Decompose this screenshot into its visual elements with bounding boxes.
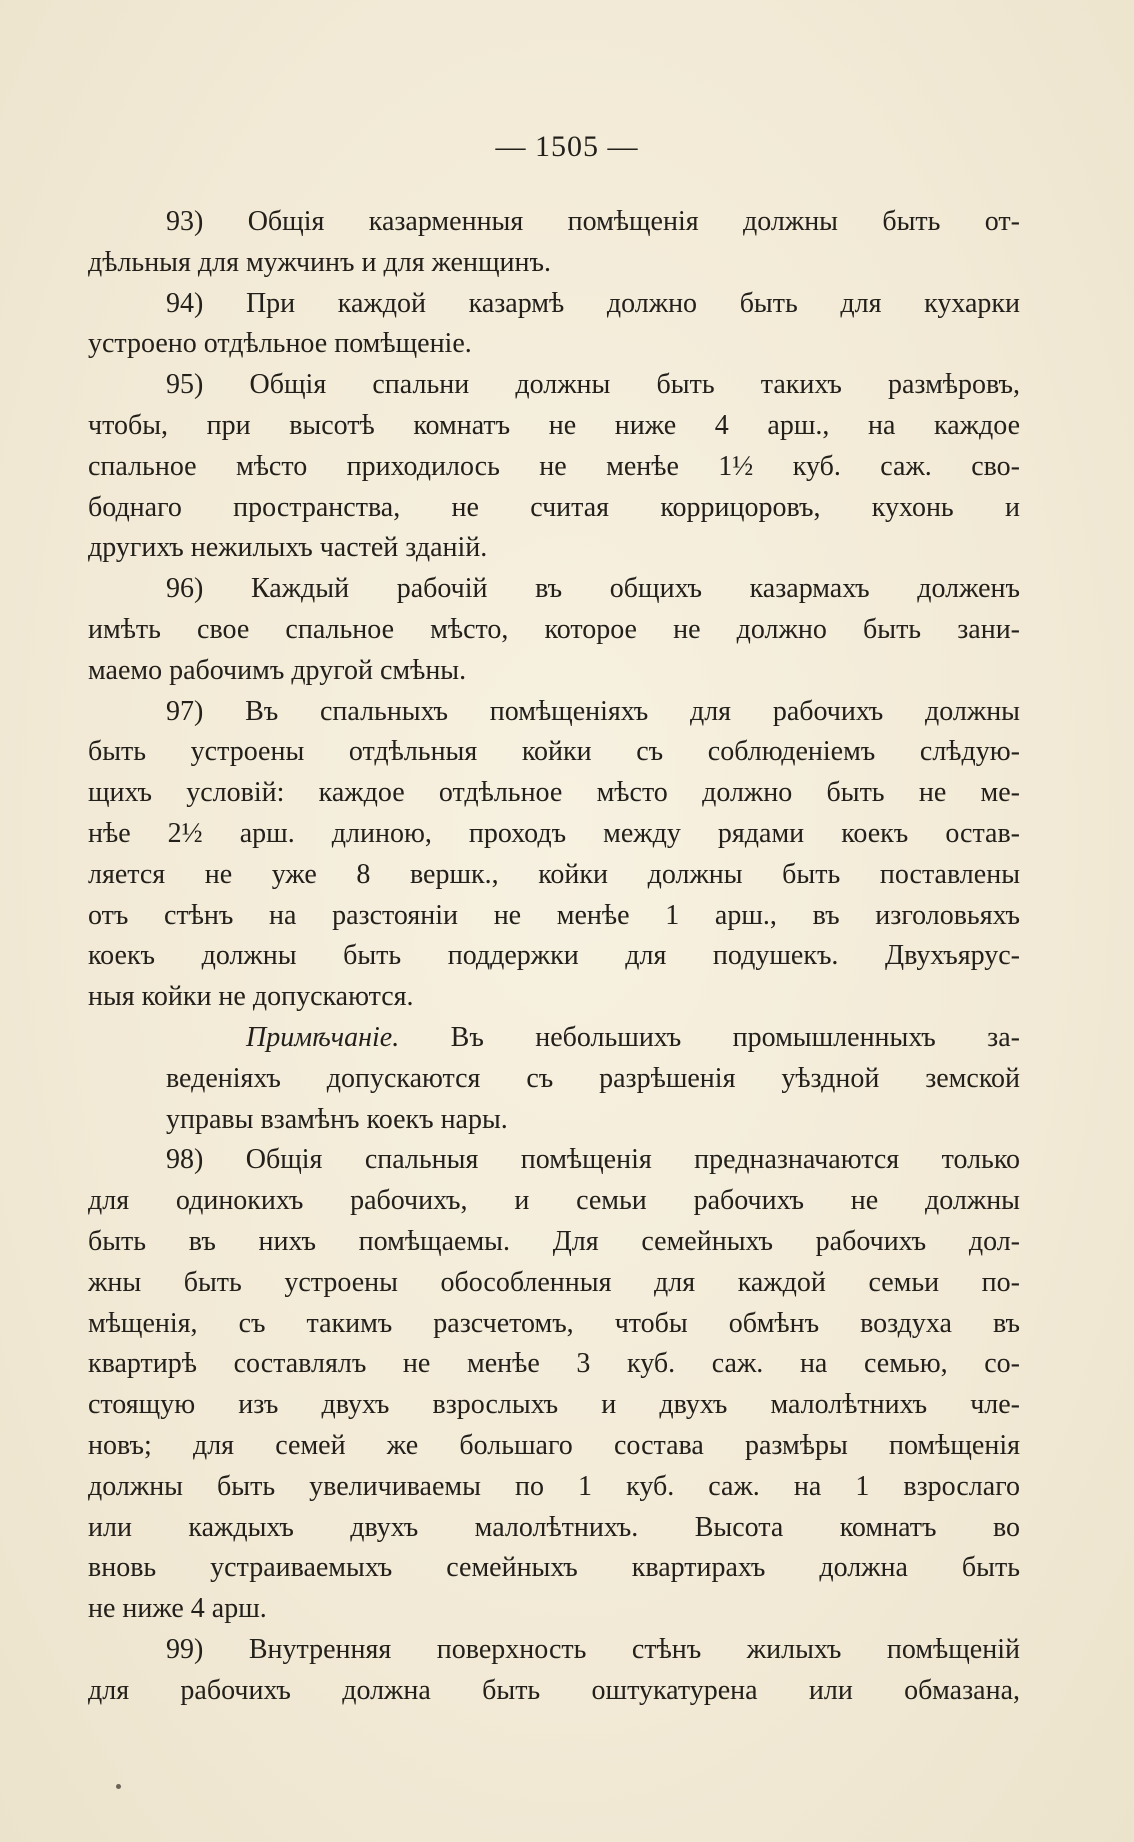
text-line: Примѣчаніе. Въ небольшихъ промышленныхъ за- xyxy=(246,1021,1020,1053)
text-line: должны быть увеличиваемы по 1 куб. саж. на 1 взрослаго xyxy=(88,1470,1020,1502)
text-line: или каждыхъ двухъ малолѣтнихъ. Высота комнатъ во xyxy=(88,1511,1020,1543)
text-line: устроено отдѣльное помѣщеніе. xyxy=(88,328,472,360)
text-line: вновь устраиваемыхъ семейныхъ квартирахъ должна быть xyxy=(88,1552,1020,1584)
text-line: квартирѣ составлялъ не менѣе 3 куб. саж. на семью, со- xyxy=(88,1348,1020,1380)
text-line: нѣе 2½ арш. длиною, проходъ между рядами коекъ остав- xyxy=(88,817,1020,849)
text-line: для одинокихъ рабочихъ, и семьи рабочихъ не должны xyxy=(88,1185,1020,1217)
text-line: мѣщенія, съ такимъ разсчетомъ, чтобы обмѣнъ воздуха въ xyxy=(88,1307,1020,1339)
text-line: спальное мѣсто приходилось не менѣе 1½ куб. саж. сво- xyxy=(88,450,1020,482)
text-line: жны быть устроены обособленныя для каждой семьи по- xyxy=(88,1266,1020,1298)
text-line: чтобы, при высотѣ комнатъ не ниже 4 арш., на каждое xyxy=(88,409,1020,441)
text-line: не ниже 4 арш. xyxy=(88,1593,267,1625)
text-line: 96) Каждый рабочій въ общихъ казармахъ долженъ xyxy=(166,573,1020,605)
text-line: ляется не уже 8 вершк., койки должны быть поставлены xyxy=(88,858,1020,890)
text-line: управы взамѣнъ коекъ нары. xyxy=(166,1103,508,1135)
text-line: 98) Общія спальныя помѣщенія предназначаются только xyxy=(166,1144,1020,1176)
text-line: стоящую изъ двухъ взрослыхъ и двухъ малолѣтнихъ чле- xyxy=(88,1389,1020,1421)
body-text xyxy=(88,202,1020,1711)
text-line: ныя койки не допускаются. xyxy=(88,981,414,1013)
note-label: Примѣчаніе. xyxy=(246,1021,400,1053)
text-line: щихъ условій: каждое отдѣльное мѣсто должно быть не ме- xyxy=(88,777,1020,809)
text-line: имѣть свое спальное мѣсто, которое не должно быть зани- xyxy=(88,613,1020,645)
text-line: дѣльныя для мужчинъ и для женщинъ. xyxy=(88,246,551,278)
text-line: коекъ должны быть поддержки для подушекъ. Двухъярус- xyxy=(88,940,1020,972)
text-line: другихъ нежилыхъ частей зданій. xyxy=(88,532,488,564)
text-line: веденіяхъ допускаются съ разрѣшенія уѣздной земской xyxy=(166,1062,1020,1094)
text-line: быть устроены отдѣльныя койки съ соблюденіемъ слѣдую- xyxy=(88,736,1020,768)
paper-speck xyxy=(116,1784,121,1789)
text-line: 97) Въ спальныхъ помѣщеніяхъ для рабочихъ должны xyxy=(166,695,1020,727)
text-line: 94) При каждой казармѣ должно быть для кухарки xyxy=(166,287,1020,319)
text-line: боднаго пространства, не считая коррицоровъ, кухонь и xyxy=(88,491,1020,523)
text-line: новъ; для семей же большаго состава размѣры помѣщенія xyxy=(88,1429,1020,1461)
text-line: 93) Общія казарменныя помѣщенія должны быть от- xyxy=(166,206,1020,237)
text-line: маемо рабочимъ другой смѣны. xyxy=(88,654,467,686)
text-line: 99) Внутренняя поверхность стѣнъ жилыхъ помѣщеній xyxy=(166,1633,1020,1665)
text-line: для рабочихъ должна быть оштукатурена или обмазана, xyxy=(88,1674,1020,1706)
page-number: — 1505 — xyxy=(495,130,639,163)
text-line: быть въ нихъ помѣщаемы. Для семейныхъ рабочихъ дол- xyxy=(88,1225,1020,1257)
text-line: отъ стѣнъ на разстояніи не менѣе 1 арш., въ изголовьяхъ xyxy=(88,899,1020,931)
text-line: 95) Общія спальни должны быть такихъ размѣровъ, xyxy=(166,369,1020,401)
